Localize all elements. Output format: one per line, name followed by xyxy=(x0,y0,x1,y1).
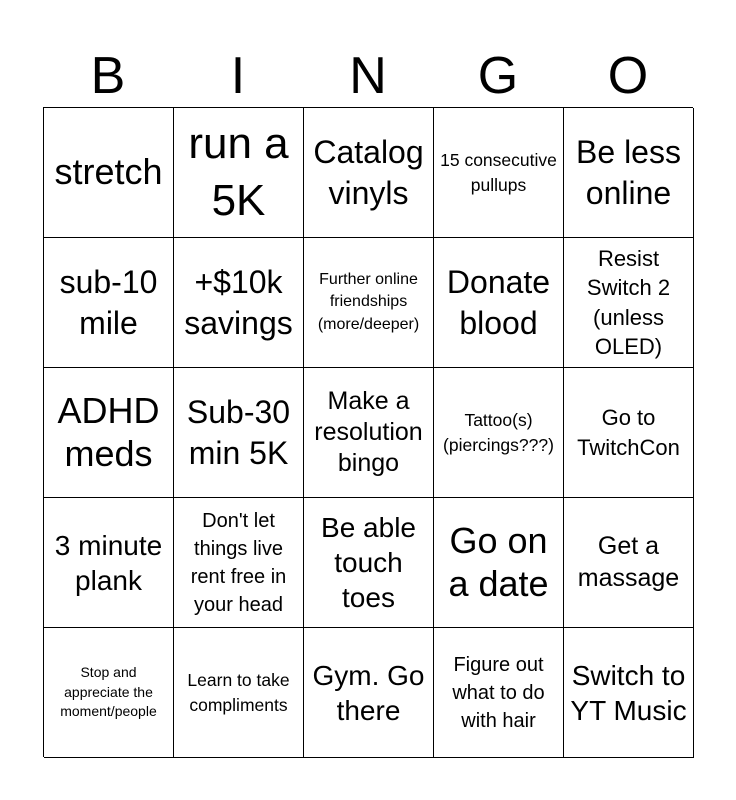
bingo-cell[interactable] xyxy=(174,498,304,628)
bingo-cell-text: 3 minute plank xyxy=(54,529,163,596)
bingo-cell-text: stretch xyxy=(54,151,163,193)
header-letter-i: I xyxy=(230,47,246,105)
bingo-cell-text: Be less online xyxy=(576,134,681,211)
bingo-cell-text: sub-10 mile xyxy=(59,264,158,341)
bingo-cell[interactable] xyxy=(304,368,434,498)
bingo-cell-text: Donate blood xyxy=(446,264,551,341)
bingo-cell-text: Switch to YT Music xyxy=(570,659,687,726)
bingo-cell[interactable] xyxy=(434,238,564,368)
bingo-cell-text: Make a resolution bingo xyxy=(314,386,423,478)
bingo-cell[interactable] xyxy=(434,628,564,758)
bingo-cell[interactable] xyxy=(174,238,304,368)
bingo-cell[interactable] xyxy=(174,628,304,758)
bingo-cell-text: +$10k savings xyxy=(184,264,293,341)
bingo-cell[interactable] xyxy=(304,498,434,628)
bingo-cell[interactable] xyxy=(44,628,174,758)
bingo-cell[interactable] xyxy=(434,368,564,498)
bingo-cell[interactable] xyxy=(304,108,434,238)
bingo-cell-text: Tattoo(s) (piercings???) xyxy=(443,410,554,455)
bingo-cell-text: Get a massage xyxy=(577,532,680,592)
bingo-cell[interactable] xyxy=(564,108,694,238)
bingo-cell[interactable] xyxy=(434,498,564,628)
header-letter-n: N xyxy=(349,47,387,105)
bingo-cell[interactable] xyxy=(174,108,304,238)
bingo-cell-text: Sub-30 min 5K xyxy=(186,394,291,471)
header-letter-o: O xyxy=(607,47,649,105)
bingo-cell-text: Go to TwitchCon xyxy=(577,405,680,460)
bingo-cell-text: Gym. Go there xyxy=(312,659,425,726)
bingo-cell-text: 15 consecutive pullups xyxy=(440,150,557,195)
bingo-cell-text: Further online friendships (more/deeper) xyxy=(317,270,420,333)
bingo-cell-text: Go on a date xyxy=(448,520,549,604)
bingo-cell-text: run a 5K xyxy=(188,119,289,225)
bingo-cell-text: Don't let things live rent free in your head xyxy=(190,509,287,616)
bingo-cell[interactable] xyxy=(304,628,434,758)
bingo-cell[interactable] xyxy=(564,628,694,758)
header-letter-g: G xyxy=(477,47,519,105)
bingo-grid xyxy=(43,107,693,757)
bingo-cell[interactable] xyxy=(44,498,174,628)
bingo-cell[interactable] xyxy=(44,238,174,368)
bingo-cell-text: Resist Switch 2 (unless OLED) xyxy=(586,246,671,359)
bingo-cell-text: Stop and appreciate the moment/people xyxy=(60,664,157,720)
bingo-cell[interactable] xyxy=(564,498,694,628)
bingo-cell-text: Figure out what to do with hair xyxy=(452,653,545,732)
bingo-cell[interactable] xyxy=(564,368,694,498)
bingo-cell[interactable] xyxy=(434,108,564,238)
bingo-cell[interactable] xyxy=(304,238,434,368)
bingo-header xyxy=(43,46,693,106)
bingo-cell-text: Catalog vinyls xyxy=(313,134,424,211)
header-letter-b: B xyxy=(90,47,126,105)
bingo-cell[interactable] xyxy=(44,108,174,238)
bingo-cell[interactable] xyxy=(564,238,694,368)
bingo-cell-text: Be able touch toes xyxy=(321,512,416,613)
bingo-cell-text: Learn to take compliments xyxy=(187,670,290,715)
bingo-cell[interactable] xyxy=(44,368,174,498)
bingo-cell[interactable] xyxy=(174,368,304,498)
bingo-cell-text: ADHD meds xyxy=(57,390,160,474)
